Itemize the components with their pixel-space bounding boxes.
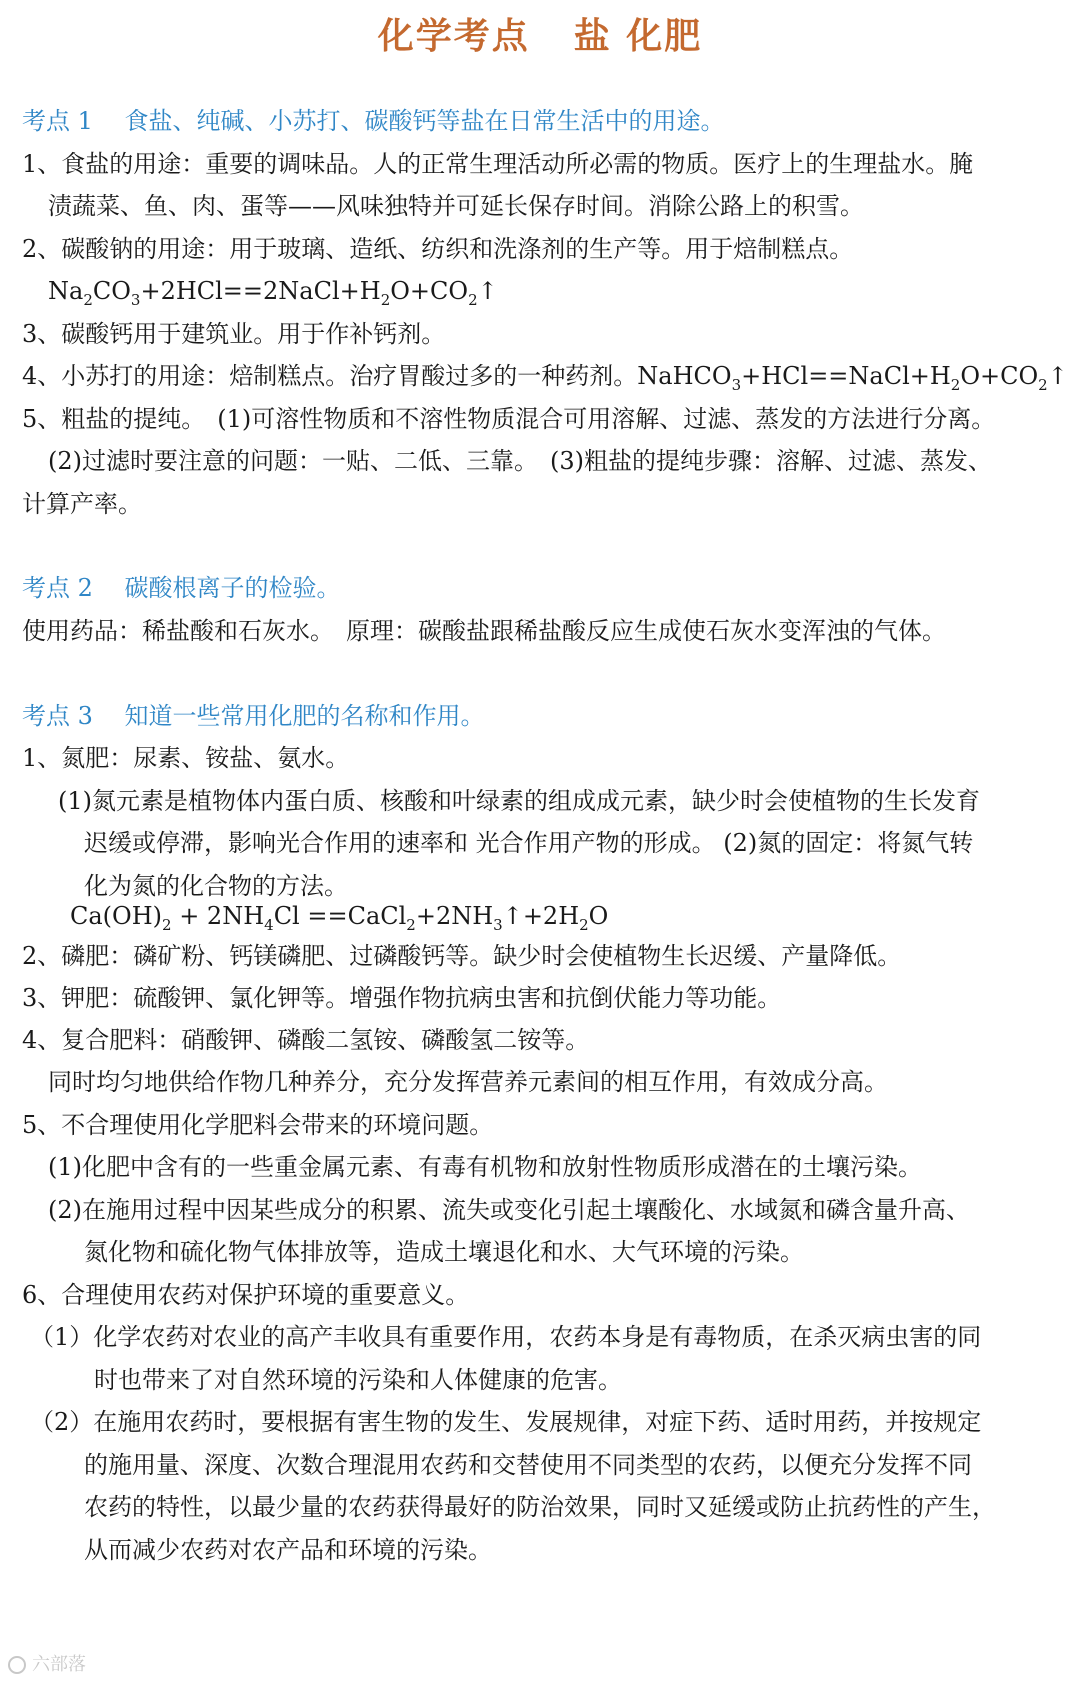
section-3-line: 化为氮的化合物的方法。: [84, 872, 348, 900]
section-3-line: (1)化肥中含有的一些重金属元素、有毒有机物和放射性物质形成潜在的土壤污染。: [48, 1153, 922, 1181]
section-3-line: 时也带来了对自然环境的污染和人体健康的危害。: [94, 1366, 622, 1394]
section-1-line: 1、食盐的用途：重要的调味品。人的正常生理活动所必需的物质。医疗上的生理盐水。腌: [22, 150, 974, 178]
section-3-line: 4、复合肥料：硝酸钾、磷酸二氢铵、磷酸氢二铵等。: [22, 1026, 590, 1054]
equation-baking-soda: $NaHCO_3+HCl==NaCl+H_2O+CO_2↑$: [637, 362, 1068, 394]
section-3-line: 3、钾肥：硫酸钾、氯化钾等。增强作物抗病虫害和抗倒伏能力等功能。: [22, 984, 782, 1012]
section-3-line: （1）化学农药对农业的高产丰收具有重要作用，农药本身是有毒物质，在杀灭病虫害的同: [30, 1323, 982, 1351]
section-3-line: 5、不合理使用化学肥料会带来的环境问题。: [22, 1111, 494, 1139]
section-1-line: (2)过滤时要注意的问题：一贴、二低、三靠。 (3)粗盐的提纯步骤：溶解、过滤、蒸发、: [48, 447, 992, 475]
section-3-line: 氮化物和硫化物气体排放等，造成土壤退化和水、大气环境的污染。: [84, 1238, 804, 1266]
section-3-line: 1、氮肥：尿素、铵盐、氨水。: [22, 744, 350, 772]
equation-sodium-carbonate: $Na_2CO_3+2HCl==2NaCl+H_2O+CO_2↑$: [48, 277, 498, 309]
section-3-line: 2、磷肥：磷矿粉、钙镁磷肥、过磷酸钙等。缺少时会使植物生长迟缓、产量降低。: [22, 942, 902, 970]
baking-soda-text: 4、小苏打的用途：焙制糕点。治疗胃酸过多的一种药剂。: [22, 362, 638, 390]
section-3-line: 的施用量、深度、次数合理混用农药和交替使用不同类型的农药，以便充分发挥不同: [84, 1451, 972, 1479]
section-3-line: (2)在施用过程中因某些成分的积累、流失或变化引起土壤酸化、水域氮和磷含量升高、: [48, 1196, 970, 1224]
section-3-line: 同时均匀地供给作物几种养分，充分发挥营养元素间的相互作用，有效成分高。: [48, 1068, 888, 1096]
equation-ammonium-chloride: $Ca(OH)_2 + 2NH_4Cl$ $==CaCl_2+2NH_3↑+2H_2O$: [70, 902, 609, 934]
section-2-line: 使用药品：稀盐酸和石灰水。 原理：碳酸盐跟稀盐酸反应生成使石灰水变浑浊的气体。: [22, 617, 946, 645]
section-1-line: 3、碳酸钙用于建筑业。用于作补钙剂。: [22, 320, 446, 348]
section-3-line: （2）在施用农药时，要根据有害生物的发生、发展规律，对症下药、适时用药，并按规定: [30, 1408, 982, 1436]
page-title: [0, 8, 1080, 59]
section-1-line: [22, 360, 1068, 392]
section-3-line: 迟缓或停滞，影响光合作用的速率和 光合作用产物的形成。 (2)氮的固定：将氮气转: [84, 829, 974, 857]
section-1-line: 5、粗盐的提纯。 (1)可溶性物质和不溶性物质混合可用溶解、过滤、蒸发的方法进行分离。: [22, 405, 996, 433]
section-3-line: 6、合理使用农药对保护环境的重要意义。: [22, 1281, 470, 1309]
section-3-heading: 考点 3 知道一些常用化肥的名称和作用。: [22, 702, 485, 730]
title-subject: 化学考点: [377, 16, 530, 57]
section-1-line: 计算产率。: [22, 490, 142, 518]
section-2-heading: 考点 2 碳酸根离子的检验。: [22, 574, 341, 602]
section-3-line: 农药的特性，以最少量的农药获得最好的防治效果，同时又延缓或防止抗药性的产生，: [84, 1493, 996, 1521]
section-3-line: 从而减少农药对农产品和环境的污染。: [84, 1536, 492, 1564]
section-1-line: 2、碳酸钠的用途：用于玻璃、造纸、纺织和洗涤剂的生产等。用于焙制糕点。: [22, 235, 854, 263]
section-3-line: (1)氮元素是植物体内蛋白质、核酸和叶绿素的组成成元素，缺少时会使植物的生长发育: [58, 787, 980, 815]
title-topic: 盐 化肥: [573, 16, 703, 57]
watermark-text: 六部落: [32, 1654, 86, 1675]
section-1-heading: 考点 1 食盐、纯碱、小苏打、碳酸钙等盐在日常生活中的用途。: [22, 107, 725, 135]
watermark: [8, 1650, 86, 1676]
section-1-line: 渍蔬菜、鱼、肉、蛋等——风味独特并可延长保存时间。消除公路上的积雪。: [48, 192, 864, 220]
watermark-logo-icon: [8, 1656, 26, 1674]
